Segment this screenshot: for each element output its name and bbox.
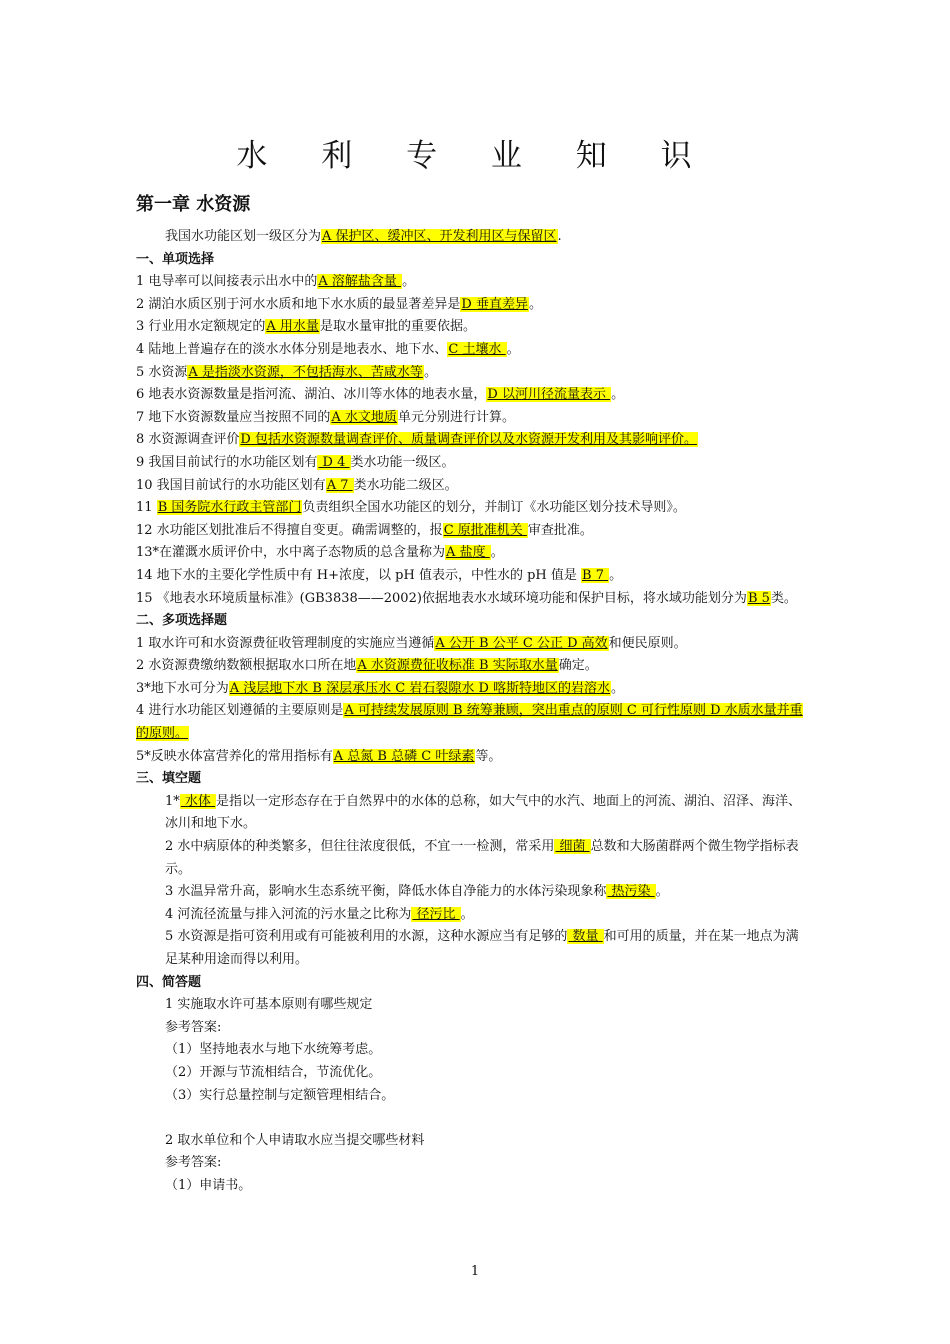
question-text-tail: 。: [423, 364, 437, 380]
multi_items-item: [136, 678, 808, 701]
answer-highlight: A 保护区、缓冲区、开发利用区与保留区: [322, 229, 557, 244]
answer-highlight: C 土壤水: [448, 341, 506, 357]
question-text: 2 湖泊水质区别于河水水质和地下水水质的最显著差异是: [136, 296, 461, 312]
question-text: 5*反映水体富营养化的常用指标有: [136, 748, 333, 764]
single_items-item: [136, 565, 808, 588]
single_items-item: [136, 407, 808, 430]
single_items-item: [136, 542, 808, 565]
answer-highlight: 径污比: [412, 906, 460, 922]
answer-highlight: 数量: [568, 929, 603, 945]
fill_items-item: [136, 881, 808, 904]
question-text-tail: 。: [528, 296, 542, 312]
question-text: 6 地表水资源数量是指河流、湖泊、冰川等水体的地表水量，: [136, 387, 487, 403]
single_items-item: [136, 520, 808, 543]
question-text: 10 我国目前试行的水功能区划有: [136, 477, 326, 493]
answer-highlight: 细菌: [555, 839, 590, 855]
answer-highlight: D 以河川径流量表示: [487, 387, 611, 403]
single_items-item: [136, 294, 808, 317]
multi_items-item: [136, 633, 808, 656]
fill_items-item: [136, 836, 808, 881]
question-text-tail: 和可用的质量，并在某一地点为满足某种用途而得以利用。: [165, 929, 799, 967]
fill-blank-list: [136, 791, 808, 972]
single_items-item: [136, 339, 808, 362]
question-text-tail: 类水功能二级区。: [353, 477, 458, 493]
answer-highlight: A 是指淡水资源，不包括海水、苦咸水等: [188, 364, 423, 380]
single_items-item: [136, 316, 808, 339]
answer-highlight: B 国务院水行政主管部门: [157, 500, 302, 516]
blank-line: [136, 1107, 808, 1130]
answer-point: （2）开源与节流相结合，节流优化。: [165, 1064, 382, 1080]
chapter-heading: 第一章 水资源: [136, 194, 251, 215]
question-text: 3 行业用水定额规定的: [136, 319, 266, 335]
section-heading-single: 一、单项选择: [136, 251, 215, 267]
multi_items-item: [136, 746, 808, 769]
question-text-tail: 。: [611, 680, 625, 696]
single_items-item: [136, 429, 808, 452]
answer-highlight: A 可持续发展原则 B 统筹兼顾，突出重点的原则 C 可行性原则 D 水质水量并重的原则。: [136, 703, 803, 742]
page-number: 1: [470, 1264, 480, 1279]
answer-highlight: A 7: [326, 477, 353, 493]
question-text-tail: 。: [460, 906, 474, 922]
question-text: 8 水资源调查评价: [136, 432, 240, 448]
single-choice-list: [136, 271, 808, 610]
reference-answer-label: 参考答案:: [165, 1155, 222, 1171]
question-text: 3*地下水可分为: [136, 680, 229, 696]
answer-highlight: A 水资源费征收标准 B 实际取水量: [357, 658, 558, 674]
answer-highlight: 水体: [180, 793, 216, 809]
answer-highlight: A 用水量: [266, 319, 319, 335]
single_items-item: [136, 452, 808, 475]
question-text-tail: 类。: [770, 590, 797, 606]
fill_items-item: [136, 926, 808, 971]
single_items-item: [136, 588, 808, 611]
question-text-tail: 审查批准。: [527, 522, 593, 538]
question-text: 4 进行水功能区划遵循的主要原则是: [136, 703, 344, 719]
question-text: 12 水功能区划批准后不得擅自变更。确需调整的，报: [136, 522, 443, 538]
question-text-tail: 。: [490, 545, 504, 561]
answer-highlight: A 盐度: [446, 545, 490, 561]
question-text-tail: 。: [609, 567, 623, 583]
question-text-tail: 总数和大肠菌群两个微生物学指标表示。: [165, 839, 799, 877]
answer-highlight: C 原批准机关: [443, 522, 527, 538]
question-text: 7 地下水资源数量应当按照不同的: [136, 409, 331, 425]
question-text: 4 河流径流量与排入河流的污水量之比称为: [165, 906, 412, 922]
section-heading-short: 四、简答题: [136, 974, 202, 990]
question-text: 5 水资源是指可资利用或有可能被利用的水源，这种水源应当有足够的: [165, 929, 568, 945]
question-text-tail: 是指以一定形态存在于自然界中的水体的总称，如大气中的水汽、地面上的河流、湖泊、沼泽、海洋、冰川和地下水。: [165, 793, 802, 832]
question-text-tail: 是取水量审批的重要依据。: [319, 319, 476, 335]
question-text-tail: 单元分别进行计算。: [397, 409, 515, 425]
question-text: 3 水温异常升高，影响水生态系统平衡，降低水体自净能力的水体污染现象称: [165, 884, 607, 900]
answer-point: （1）申请书。: [165, 1177, 252, 1193]
short-question: 1 实施取水许可基本原则有哪些规定: [165, 997, 373, 1013]
answer-point: （3）实行总量控制与定额管理相结合。: [165, 1087, 395, 1103]
question-text: 5 水资源: [136, 364, 188, 380]
question-text: 4 陆地上普遍存在的淡水水体分别是地表水、地下水、: [136, 341, 448, 357]
answer-highlight: D 垂直差异: [461, 296, 528, 312]
answer-highlight: A 总氮 B 总磷 C 叶绿素: [333, 748, 475, 764]
single_items-item: [136, 475, 808, 498]
question-text: 14 地下水的主要化学性质中有 H+浓度，以 pH 值表示，中性水的 pH 值是: [136, 567, 582, 583]
question-text-tail: 确定。: [558, 658, 598, 674]
question-text: 13*在灌溉水质评价中，水中离子态物质的总含量称为: [136, 545, 446, 561]
short-answer-list: [136, 994, 808, 1197]
answer-highlight: A 浅层地下水 B 深层承压水 C 岩石裂隙水 D 喀斯特地区的岩溶水: [229, 680, 611, 696]
intro-line: 我国水功能区划一级区分为A 保护区、缓冲区、开发利用区与保留区.: [165, 229, 562, 244]
answer-highlight: A 溶解盐含量: [318, 274, 402, 290]
document-title: 水 利 专 业 知 识: [236, 138, 714, 174]
question-text: 1*: [165, 793, 180, 809]
answer-highlight: D 包括水资源数量调查评价、质量调查评价以及水资源开发利用及其影响评价。: [240, 432, 697, 448]
answer-highlight: 热污染: [607, 884, 655, 900]
answer-highlight: B 5: [747, 590, 770, 606]
question-text-tail: 。: [655, 884, 669, 900]
question-text-tail: 类水功能一级区。: [350, 454, 455, 470]
question-text: 1 取水许可和水资源费征收管理制度的实施应当遵循: [136, 635, 435, 651]
answer-highlight: A 水文地质: [331, 409, 397, 425]
question-text-tail: 。: [611, 387, 625, 403]
answer-highlight: B 7: [582, 567, 609, 583]
question-text: 2 水中病原体的种类繁多，但往往浓度很低，不宜一一检测，常采用: [165, 839, 555, 855]
section-heading-multi: 二、多项选择题: [136, 613, 228, 629]
section-heading-fill: 三、填空题: [136, 771, 202, 787]
short-question: 2 取水单位和个人申请取水应当提交哪些材料: [165, 1132, 425, 1148]
question-text-tail: 。: [402, 274, 416, 290]
question-text-tail: 和便民原则。: [608, 635, 687, 651]
question-text-tail: 等。: [475, 748, 502, 764]
question-text: 2 水资源费缴纳数额根据取水口所在地: [136, 658, 357, 674]
answer-point: （1）坚持地表水与地下水统筹考虑。: [165, 1042, 382, 1058]
multi_items-item: [136, 655, 808, 678]
fill_items-item: [136, 791, 808, 836]
multi_items-item: [136, 700, 808, 745]
single_items-item: [136, 497, 808, 520]
question-text: 11: [136, 500, 157, 516]
document-body: [136, 226, 808, 1198]
single_items-item: [136, 271, 808, 294]
single_items-item: [136, 362, 808, 385]
question-text-tail: 。: [506, 341, 520, 357]
question-text: 15 《地表水环境质量标准》(GB3838——2002)依据地表水水域环境功能和保护目标，将水域功能划分为: [136, 590, 747, 606]
answer-highlight: A 公开 B 公平 C 公正 D 高效: [435, 635, 608, 651]
answer-highlight: D 4: [318, 454, 350, 470]
question-text: 1 电导率可以间接表示出水中的: [136, 274, 318, 290]
reference-answer-label: 参考答案:: [165, 1019, 222, 1035]
single_items-item: [136, 384, 808, 407]
question-text: 9 我国目前试行的水功能区划有: [136, 454, 318, 470]
fill_items-item: [136, 904, 808, 927]
question-text-tail: 负责组织全国水功能区的划分，并制订《水功能区划分技术导则》。: [302, 500, 686, 516]
multi-choice-list: [136, 633, 808, 769]
